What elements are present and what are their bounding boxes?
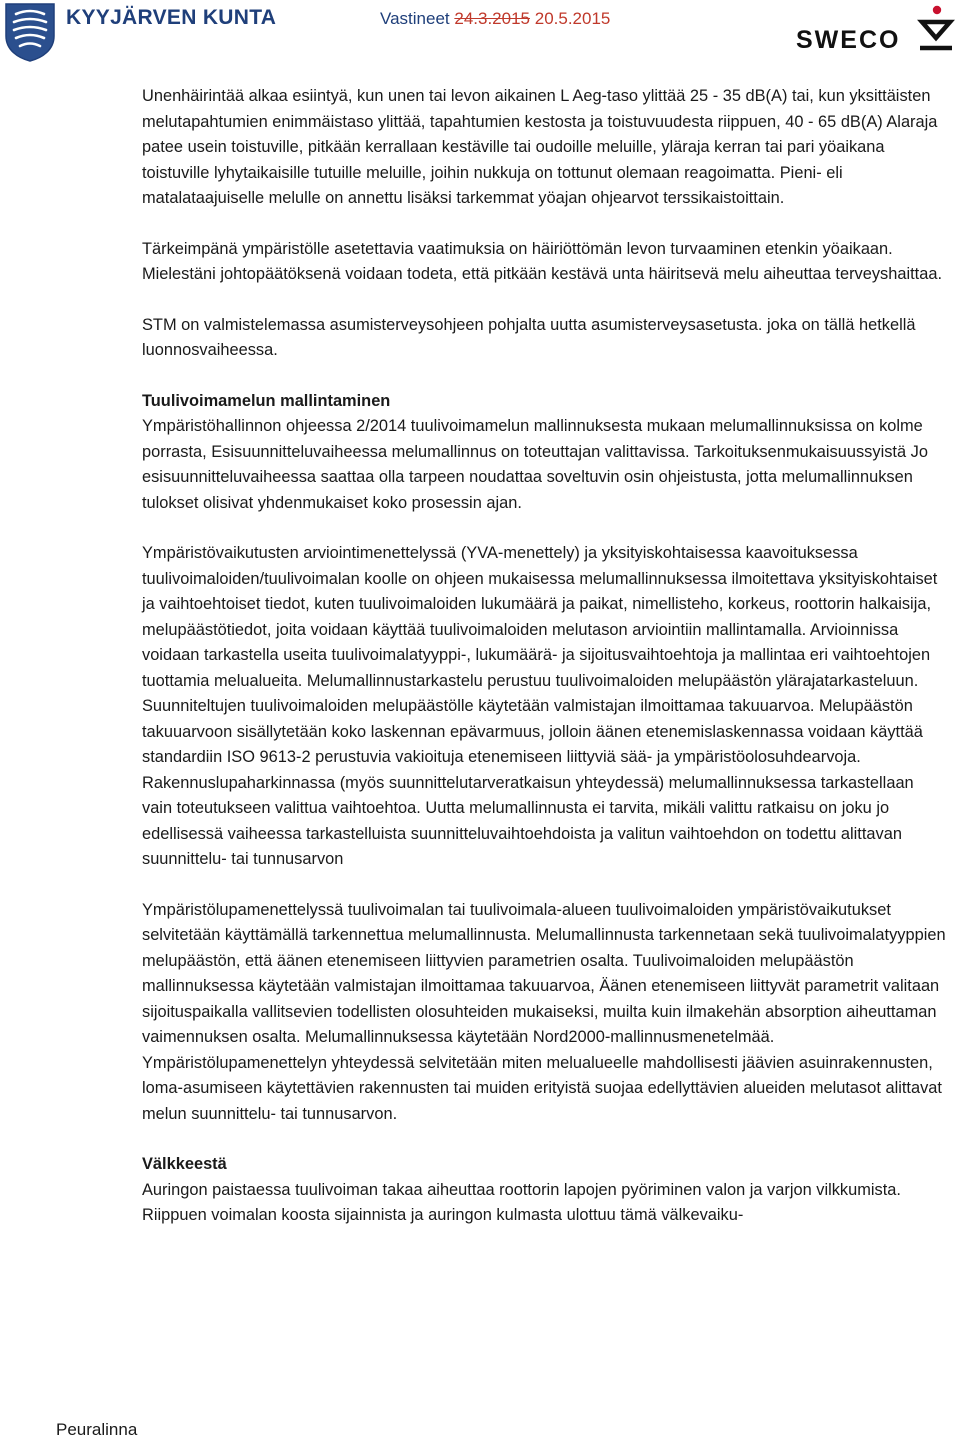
sweco-logo-text: SWECO xyxy=(796,26,901,54)
sweco-logo xyxy=(796,4,956,54)
sweco-mark-icon xyxy=(916,4,956,54)
note-label: Vastineet xyxy=(380,9,450,28)
paragraph: Unenhäirintää alkaa esiintyä, kun unen tai levon aikainen L Aeg-taso ylittää 25 - 35 dB(A) tai, kun yksittäisten melutapahtumien enimmäistaso ylittää, tapahtumien kestosta ja toistuvuudesta riippuen, 40 - 65 dB(A) Alaraja patee usein toistuville, pitkään kerrallaan kestäville tai oudoille meluille, yläraja kerran tai pari yöaikana toistuville lyhytaikaisille tutuille meluille, joihin nukkuja on tottunut olemaan reagoimatta. Pieni- eli matalataajuiselle melulle on annettu lisäksi tarkemmat yöajan ohjearvot terssikaistoittain. xyxy=(142,87,938,207)
paragraph: Tärkeimpänä ympäristölle asetettavia vaatimuksia on häiriöttömän levon turvaaminen etenkin yöaikaan. Mielestäni johtopäätöksenä voidaan todeta, että pitkään kestävä unta häiritsevä melu aiheuttaa terveyshaittaa. xyxy=(142,239,943,283)
section-heading: Välkkeestä xyxy=(142,1155,227,1173)
document-body xyxy=(142,84,948,1229)
paragraph: Ympäristöhallinnon ohjeessa 2/2014 tuulivoimamelun mallinnuksesta mukaan melumallinnuksissa on kolme porrasta, Esisuunnitteluvaiheessa melumallinnus on toteuttajan valittavissa. Tarkoituksenmukaisuussyistä Jo esisuunnitteluvaiheessa saattaa olla tarpeen noudattaa soveltuvin osin ohjeistusta, jotta melumallinnuksen tulokset olisivat yhdenmukaiset koko prosessin ajan. xyxy=(142,417,928,512)
paragraph: Ympäristövaikutusten arviointimenettelyssä (YVA-menettely) ja yksityiskohtaisessa kaavoituksessa tuulivoimaloiden/tuulivoimalan koolle on ohjeen mukaisessa melumallinnuksessa ilmoitettava yksityiskohtaiset ja vaihtoehtoiset tiedot, kuten tuulivoimaloiden lukumäärä ja paikat, nimellisteho, korkeus, roottorin halkaisija, melupäästötiedot, joita voidaan käyttää tuulivoimaloiden melutason arviointiin mallintamalla. Arvioinnissa voidaan tarkastella useita tuulivoimalatyyppi-, lukumäärä- ja sijoitusvaihtoehtoja ja mallintaa eri vaihtoehtojen tuottamia melualueita. Melumallinnustarkastelu perustuu tuulivoimaloiden melupäästön ylärajatarkasteluun. Suunniteltujen tuulivoimaloiden melupäästölle käytetään valmistajan ilmoittamaa takuuarvoa. Melupäästön takuuarvoon sisällytetään koko laskennan epävarmuus, jolloin äänen etenemislaskennassa voidaan käyttää standardiin ISO 9613-2 perustuvia vakioituja etenemiseen liittyviä sää- ja ympäristöolosuhdearvoja. xyxy=(142,544,938,766)
footer-signature: Peuralinna xyxy=(56,1420,138,1439)
paragraph: Ympäristölupamenettelyssä tuulivoimalan tai tuulivoimala-alueen tuulivoimaloiden ympäristövaikutukset selvitetään käyttämällä tarkennettua melumallinnusta. Melumallinnusta tarkennetaan sekä tuulivoimalatyyppien melupäästön, että äänen etenemiseen liittyvien parametrien osalta. Tuulivoimaloiden melupäästön mallinnuksessa käytetään valmistajan ilmoittamaa takuuarvoa, Äänen etenemiseen liittyvät parametrit valitaan sijoituspaikalla vallitsevien todellisten olosuhteiden mukaiseksi, muilta kuin ilmakehän absorption aiheuttaman vaimennuksen osalta. Melumallinnuksessa käytetään Nord2000-mallinnusmenetelmää. Ympäristölupamenettelyn yhteydessä selvitetään miten melualueelle mahdollisesti jäävien asuinrakennusten, loma-asumiseen käytettävien rakennusten tai muiden erityistä suojaa edellyttävien alueiden melutasot alittavat melun suunnittelu- tai tunnusarvon. xyxy=(142,900,946,1123)
coat-of-arms-icon xyxy=(2,2,58,62)
old-date: 24.3.2015 xyxy=(454,9,530,28)
paragraph: Rakennuslupaharkinnassa (myös suunnittelutarveratkaisun yhteydessä) melumallinnuksessa tarkastellaan vain toteutukseen valittua vaihtoehtoa. Uutta melumallinnusta ei tarvita, mikäli valittu ratkaisu on joku jo edellisessä vaiheessa tarkastelluista suunnitteluvaihtoehdoista ja valitun vaihtoehdon on todettu alittavan suunnittelu- tai tunnusarvon xyxy=(142,773,914,868)
page-header xyxy=(0,0,960,60)
paragraph: Auringon paistaessa tuulivoiman takaa aiheuttaa roottorin lapojen pyöriminen valon ja varjon vilkkumista. Riippuen voimalan koosta sijainnista ja auringon kulmasta ulottuu tämä välkevaiku- xyxy=(142,1180,901,1224)
new-date: 20.5.2015 xyxy=(534,9,611,28)
document-version-note xyxy=(380,9,610,29)
paragraph: STM on valmistelemassa asumisterveysohjeen pohjalta uutta asumisterveysasetusta. joka on tällä hetkellä luonnosvaiheessa. xyxy=(142,315,916,359)
section-heading: Tuulivoimamelun mallintaminen xyxy=(142,391,391,410)
organization-name: KYYJÄRVEN KUNTA xyxy=(66,6,277,29)
